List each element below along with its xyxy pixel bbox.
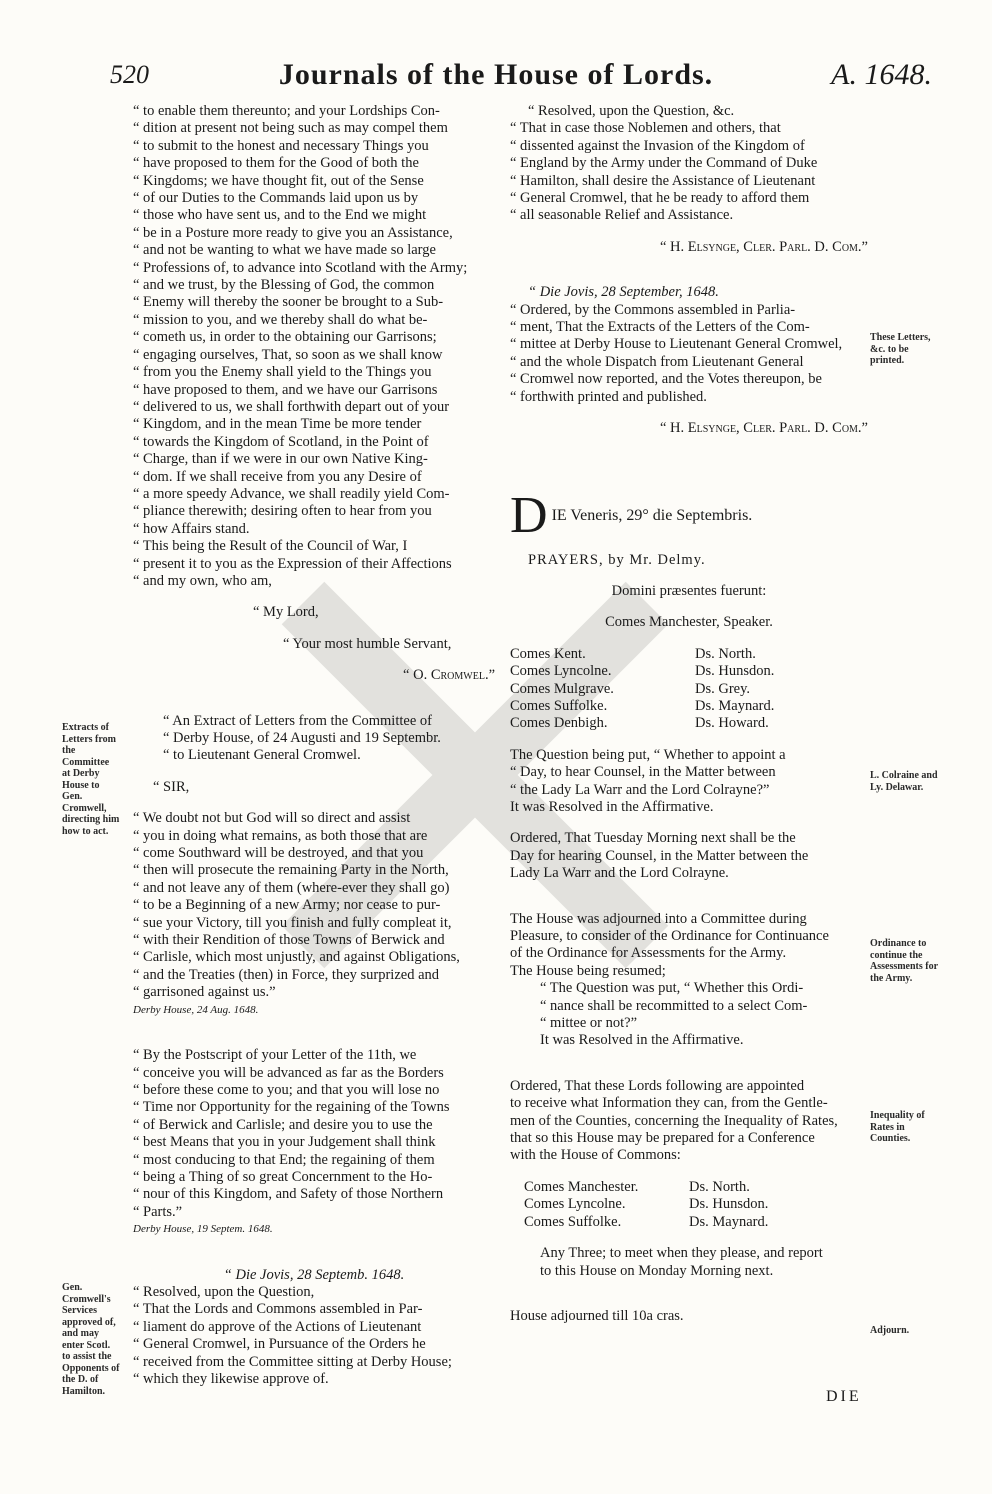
extract-heading-line: “ An Extract of Letters from the Committee of <box>163 712 432 729</box>
question-line: It was Resolved in the Affirmative. <box>540 1032 744 1049</box>
letter-line: “ a more speedy Advance, we shall readily yield Com- <box>133 485 450 502</box>
page-number: 520 <box>110 60 149 89</box>
letter-line: “ come Southward will be destroyed, and that you <box>133 845 424 862</box>
inequality-order <box>510 1078 868 1165</box>
letter-line: “ We doubt not but God will so direct and assist <box>133 810 411 827</box>
resolved-line: “ Resolved, upon the Question, <box>133 1283 315 1300</box>
letter-line: “ best Means that you in your Judgement shall think <box>133 1134 436 1151</box>
resolution-line: “ Hamilton, shall desire the Assistance of Lieutenant <box>510 172 816 189</box>
counsel-order <box>510 830 868 882</box>
letter-line: “ how Affairs stand. <box>133 520 250 537</box>
letter-line: “ Professions of, to advance into Scotland with the Army; <box>133 259 468 276</box>
letter-line: “ pliance therewith; desiring often to hear from you <box>133 503 432 520</box>
letter-line: “ present it to you as the Expression of their Affections <box>133 555 452 572</box>
letter-line: “ and not be wanting to what we have made so large <box>133 242 436 259</box>
assistance-resolution <box>510 120 868 224</box>
derby-house-september-signature: Derby House, 19 Septem. 1648. <box>133 1223 273 1236</box>
letter-line: “ most conducing to that End; the regaining of them <box>133 1151 435 1168</box>
committee-barons <box>689 1179 869 1231</box>
letter-line: “ Kingdom, and in the mean Time be more tender <box>133 416 422 433</box>
sir-salutation: “ SIR, <box>153 778 190 795</box>
letter-line: “ to be a Beginning of a new Army; nor cease to pur- <box>133 897 441 914</box>
lord-name: Ds. Hunsdon. <box>689 1196 769 1213</box>
order-line: “ Cromwel now reported, and the Votes thereupon, be <box>510 371 822 388</box>
any-three-note <box>510 1245 868 1280</box>
letter-line: “ before these come to you; and that you will lose no <box>133 1081 440 1098</box>
printing-order <box>510 302 868 406</box>
note-line: to this House on Monday Morning next. <box>540 1262 774 1279</box>
house-resumed: The House being resumed; <box>510 962 666 979</box>
salutation: “ My Lord, <box>253 604 319 621</box>
committee-line: The House was adjourned into a Committee during <box>510 910 807 927</box>
resolved-line-right: “ Resolved, upon the Question, &c. <box>528 103 735 119</box>
letter-line: “ you in doing what remains, as both those that are <box>133 827 428 844</box>
note-line: Any Three; to meet when they please, and report <box>540 1245 823 1262</box>
letter-line: “ of Berwick and Carlisle; and desire you to use the <box>133 1116 433 1133</box>
order-line: “ ment, That the Extracts of the Letters of the Com- <box>510 319 810 336</box>
lord-name: Ds. Maynard. <box>695 697 775 714</box>
day-heading <box>510 494 868 538</box>
question-line: “ mittee or not?” <box>540 1015 638 1032</box>
closing: “ Your most humble Servant, <box>283 635 452 652</box>
resolution-line: “ England by the Army under the Command of Duke <box>510 155 818 172</box>
margin-note-printed: These Letters, &c. to be printed. <box>870 332 931 366</box>
committee-lords-list <box>510 1179 868 1231</box>
question-line: “ the Lady La Warr and the Lord Colrayne?” <box>510 781 770 798</box>
letter-line: “ be in a Posture more ready to give you an Assistance, <box>133 224 453 241</box>
letter-line: “ then will prosecute the remaining Party in the North, <box>133 862 449 879</box>
cromwell-letter <box>133 103 495 590</box>
margin-note-ordinance: Ordinance to continue the Assessments for the Army. <box>870 938 938 984</box>
letter-line: “ and my own, who am, <box>133 572 272 589</box>
resolution-line: “ That the Lords and Commons assembled in Par- <box>133 1301 423 1318</box>
margin-note-colraine: L. Colraine and Ly. Delawar. <box>870 770 938 793</box>
counsel-question <box>510 747 868 817</box>
letter-line: “ have proposed to them for the Good of both the <box>133 155 419 172</box>
committee-earls <box>524 1179 689 1231</box>
letter-line: “ those who have sent us, and to the End we might <box>133 207 427 224</box>
resolution-line: “ That in case those Noblemen and others, that <box>510 120 781 137</box>
extract-heading-line: “ to Lieutenant General Cromwel. <box>163 747 361 764</box>
resolution-line: “ which they likewise approve of. <box>133 1371 329 1387</box>
prayers-line: PRAYERS, by Mr. Delmy. <box>528 551 706 568</box>
lord-name: Ds. Howard. <box>695 715 769 732</box>
lords-present-barons <box>695 646 875 733</box>
lord-name: Comes Mulgrave. <box>510 680 614 697</box>
margin-note-extracts: Extracts of Letters from the Committee at Derby House to Gen. Cromwell, directing him how to act. <box>62 722 120 837</box>
letter-line: “ being a Thing of so great Concernment to the Ho- <box>133 1168 433 1185</box>
letter-line: “ and not leave any of them (where-ever they shall go) <box>133 879 450 896</box>
committee-letter-august <box>133 810 495 1001</box>
clerk-signature-1: “ H. Elsynge, Cler. Parl. D. Com.” <box>659 238 868 255</box>
question-line: “ The Question was put, “ Whether this Ordi- <box>540 980 804 997</box>
speaker-line: Comes Manchester, Speaker. <box>605 614 773 631</box>
journal-year: A. 1648. <box>831 58 932 91</box>
letter-line: “ sue your Victory, till you finish and fully compleat it, <box>133 914 452 931</box>
letter-line: “ By the Postscript of your Letter of the 11th, we <box>133 1047 417 1064</box>
letter-line: “ Charge, than if we were in our own Native King- <box>133 451 428 468</box>
extract-heading <box>133 713 495 765</box>
lord-name: Comes Lyncolne. <box>524 1196 626 1213</box>
lord-name: Ds. North. <box>689 1178 750 1195</box>
die-jovis-heading-right: “ Die Jovis, 28 September, 1648. <box>528 284 719 301</box>
drop-cap: D <box>510 493 548 538</box>
letter-line: “ nour of this Kingdom, and Safety of those Northern <box>133 1186 444 1203</box>
order-line: with the House of Commons: <box>510 1147 681 1164</box>
adjournment-line: House adjourned till 10a cras. <box>510 1307 684 1324</box>
letter-line: “ conceive you will be advanced as far as the Borders <box>133 1064 444 1081</box>
letter-line: “ from you the Enemy shall yield to the Things you <box>133 364 432 381</box>
order-line: Ordered, That these Lords following are appointed <box>510 1077 805 1094</box>
page-header <box>0 48 992 98</box>
order-line: Day for hearing Counsel, in the Matter between the <box>510 847 809 864</box>
letter-line: “ Enemy will thereby the sooner be brought to a Sub- <box>133 294 444 311</box>
letter-line: “ delivered to us, we shall forthwith depart out of your <box>133 398 450 415</box>
question-line: The Question being put, “ Whether to appoint a <box>510 746 786 763</box>
committee-letter-september <box>133 1047 495 1221</box>
resolution-line: “ General Cromwel, that he be ready to afford them <box>510 190 810 207</box>
lord-name: Comes Suffolke. <box>510 697 608 714</box>
letter-line: “ towards the Kingdom of Scotland, in the Point of <box>133 433 429 450</box>
order-line: to receive what Information they can, from the Gentle- <box>510 1095 828 1112</box>
order-line: that so this House may be prepared for a Conference <box>510 1130 815 1147</box>
committee-on-ordinance <box>510 911 868 963</box>
order-line: “ forthwith printed and published. <box>510 388 707 405</box>
letter-line: “ with their Rendition of those Towns of Berwick and <box>133 932 445 949</box>
order-line: Lady La Warr and the Lord Colrayne. <box>510 865 729 882</box>
resolution-line: “ General Cromwel, in Pursuance of the Orders he <box>133 1336 426 1353</box>
letter-line: “ have proposed to them, and we have our Garrisons <box>133 381 438 398</box>
order-line: “ Ordered, by the Commons assembled in Parlia- <box>510 301 796 318</box>
right-column <box>510 103 868 1325</box>
letter-line: “ Time nor Opportunity for the regaining of the Towns <box>133 1099 450 1116</box>
lord-name: Ds. Hunsdon. <box>695 663 775 680</box>
die-jovis-heading: “ Die Jovis, 28 Septemb. 1648. <box>223 1266 405 1283</box>
margin-note-adjourn: Adjourn. <box>870 1325 910 1336</box>
letter-line: “ and we trust, by the Blessing of God, the common <box>133 277 435 294</box>
order-line: Ordered, That Tuesday Morning next shall be the <box>510 830 796 847</box>
catchword: DIE <box>826 1388 862 1405</box>
letter-line: “ Carlisle, which most unjustly, and against Obligations, <box>133 949 460 966</box>
letter-line: “ Parts.” <box>133 1203 183 1220</box>
lords-present-list <box>510 646 868 733</box>
letter-line: “ dition at present not being such as may compel them <box>133 120 448 137</box>
resolution-line: “ received from the Committee sitting at Derby House; <box>133 1353 452 1370</box>
letter-line: “ cometh us, in order to the obtaining our Garrisons; <box>133 329 437 346</box>
resolution-line: “ all seasonable Relief and Assistance. <box>510 207 734 224</box>
letter-line: “ to enable them thereunto; and your Lordships Con- <box>133 103 440 119</box>
lord-name: Comes Kent. <box>510 645 586 662</box>
question-line: “ nance shall be recommitted to a select Com- <box>540 997 808 1014</box>
journal-title: Journals of the House of Lords. <box>278 58 714 91</box>
lord-name: Ds. Grey. <box>695 680 751 697</box>
lord-name: Ds. Maynard. <box>689 1213 769 1230</box>
lord-name: Ds. North. <box>695 645 756 662</box>
letter-line: “ of our Duties to the Commands laid upon us by <box>133 190 419 207</box>
committee-line: Pleasure, to consider of the Ordinance for Continuance <box>510 928 829 944</box>
day-heading-text: IE Veneris, 29° die Septembris. <box>551 506 753 524</box>
question-line: It was Resolved in the Affirmative. <box>510 798 714 815</box>
recommit-question <box>510 980 868 1050</box>
order-line: men of the Counties, concerning the Inequality of Rates, <box>510 1112 838 1129</box>
order-line: “ mittee at Derby House to Lieutenant General Cromwel, <box>510 336 843 353</box>
lord-name: Comes Lyncolne. <box>510 663 612 680</box>
clerk-signature-2: “ H. Elsynge, Cler. Parl. D. Com.” <box>659 420 868 437</box>
letter-line: “ to submit to the honest and necessary Things you <box>133 137 429 154</box>
resolution-line: “ dissented against the Invasion of the Kingdom of <box>510 137 805 154</box>
left-column <box>133 103 495 1388</box>
signature: “ O. Cromwel.” <box>403 667 495 684</box>
lord-name: Comes Suffolke. <box>524 1213 622 1230</box>
committee-line: of the Ordinance for Assessments for the Army. <box>510 945 787 962</box>
approval-resolution <box>133 1301 495 1388</box>
letter-line: “ Kingdoms; we have thought fit, out of the Sense <box>133 172 424 189</box>
lord-name: Comes Manchester. <box>524 1178 639 1195</box>
resolution-line: “ liament do approve of the Actions of Lieutenant <box>133 1318 422 1335</box>
lords-present-heading: Domini præsentes fuerunt: <box>611 582 767 599</box>
letter-line: “ dom. If we shall receive from you any Desire of <box>133 468 422 485</box>
margin-note-inequality: Inequality of Rates in Counties. <box>870 1110 925 1144</box>
lord-name: Comes Denbigh. <box>510 715 608 732</box>
letter-line: “ mission to you, and we thereby shall do what be- <box>133 311 428 328</box>
letter-line: “ engaging ourselves, That, so soon as we shall know <box>133 346 443 363</box>
derby-house-august-signature: Derby House, 24 Aug. 1648. <box>133 1003 259 1016</box>
order-line: “ and the whole Dispatch from Lieutenant General <box>510 353 804 370</box>
question-line: “ Day, to hear Counsel, in the Matter between <box>510 764 776 781</box>
lords-present-earls <box>510 646 695 733</box>
extract-heading-line: “ Derby House, of 24 Augusti and 19 Septembr. <box>163 730 441 746</box>
margin-note-services: Gen. Cromwell's Services approved of, and may enter Scotl. to assist the Opponents of the D. of Hamilton. <box>62 1282 120 1397</box>
letter-line: “ garrisoned against us.” <box>133 984 276 1001</box>
letter-line: “ and the Treaties (then) in Force, they surprized and <box>133 966 440 983</box>
letter-line: “ This being the Result of the Council of War, I <box>133 538 408 555</box>
